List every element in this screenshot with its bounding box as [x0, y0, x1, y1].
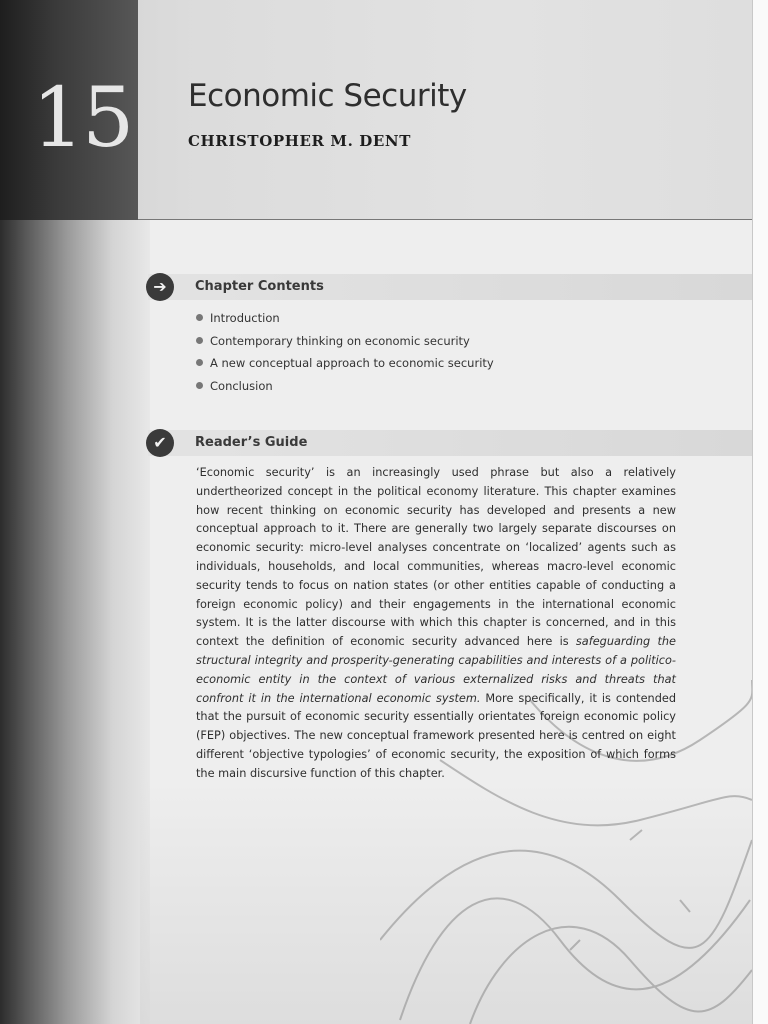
chapter-contents-heading: Chapter Contents [195, 279, 324, 294]
background-texture [140, 780, 752, 1024]
list-item: Conclusion [196, 378, 494, 401]
arrow-right-icon: ➔ [146, 273, 174, 301]
list-item: Introduction [196, 310, 494, 333]
bullet-icon [196, 314, 203, 321]
chapter-contents-list [196, 310, 494, 400]
bullet-icon [196, 359, 203, 366]
bullet-icon [196, 382, 203, 389]
chapter-title: Economic Security [188, 78, 467, 114]
page-edge [752, 0, 768, 1024]
list-item: A new conceptual approach to economic security [196, 355, 494, 378]
chapter-number: 15 [32, 71, 133, 166]
checkmark-icon: ✔ [146, 429, 174, 457]
readers-guide-heading: Reader’s Guide [195, 435, 308, 450]
readers-guide-paragraph: ‘Economic security’ is an increasingly used phrase but also a relatively undertheorized concept in the political economy literature. This chapter examines how recent thinking on economic security has developed and presents a new conceptual approach to it. There are generally two largely separate discourses on economic security: micro-level analyses concentrate on ‘localized’ agents such as individuals, households, and local communities, whereas macro-level economic security tends to focus on nation states (or other entities capable of conducting a foreign economic policy) and their engagements in the international economic system. It is the latter discourse with which this chapter is concerned, and in this context the definition of economic security advanced here is safeguarding the structural integrity and prosperity-generating capabilities and interests of a politico-economic entity in the context of various externalized risks and threats that confront it in the international economic system. More specifically, it is contended that the pursuit of economic security essentially orientates foreign economic policy (FEP) objectives. The new conceptual framework presented here is centred on eight different ‘objective typologies’ of economic security, the exposition of which forms the main discursive function of this chapter. [196, 466, 677, 780]
chapter-author: CHRISTOPHER M. DENT [188, 132, 411, 150]
list-item: Contemporary thinking on economic security [196, 333, 494, 356]
bullet-icon [196, 337, 203, 344]
